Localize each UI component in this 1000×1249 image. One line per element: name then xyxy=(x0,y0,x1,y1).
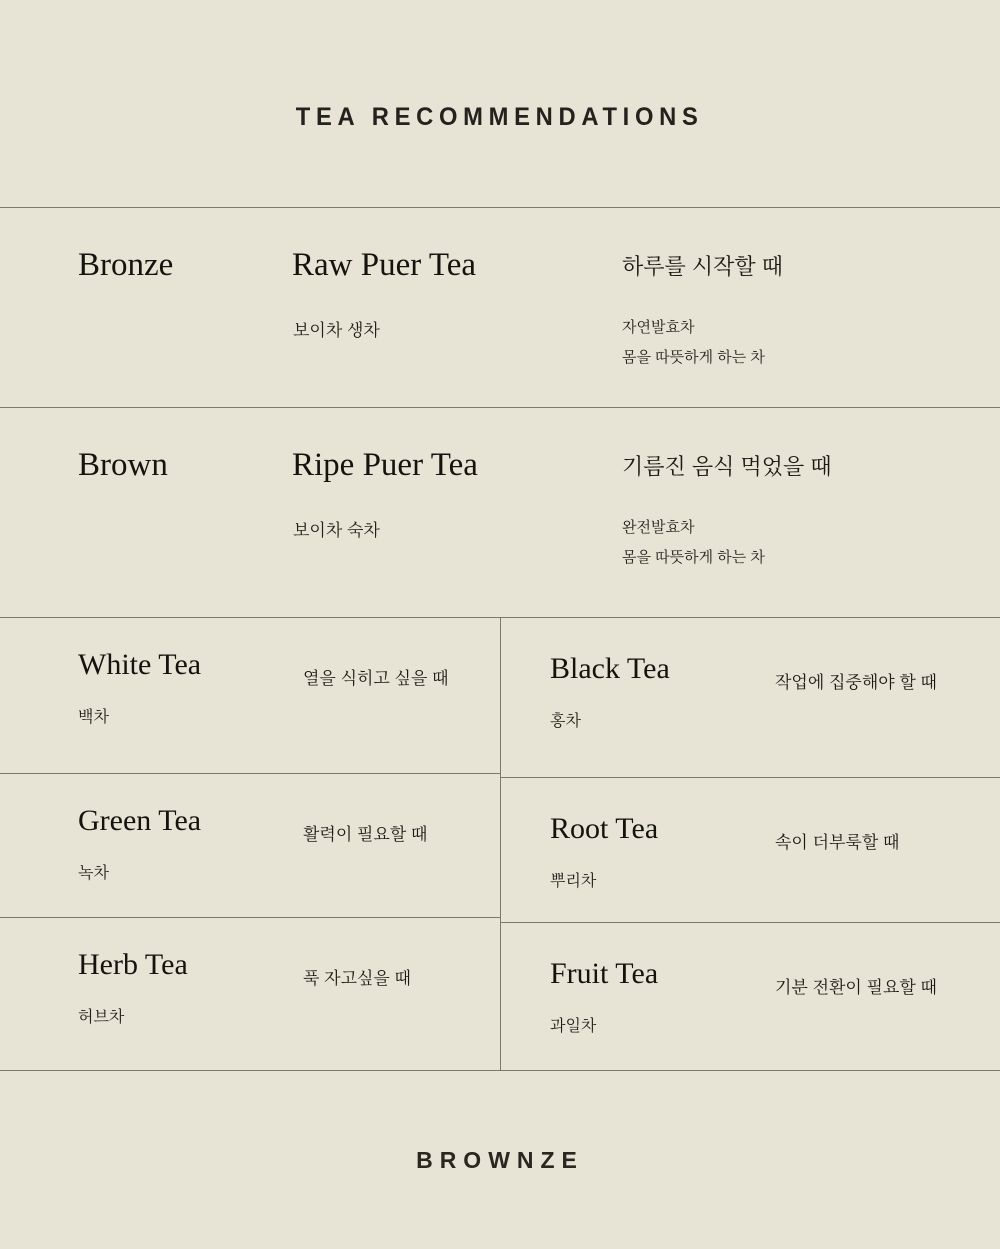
tea-name: Green Tea xyxy=(78,804,202,837)
tea-when: 활력이 필요할 때 xyxy=(303,825,428,844)
featured-row-bronze xyxy=(0,208,1000,408)
tea-card-white-tea xyxy=(0,618,500,774)
tea-name: Raw Puer Tea xyxy=(292,247,477,283)
tea-when: 푹 자고싶을 때 xyxy=(303,969,411,988)
featured-row-brown xyxy=(0,408,1000,618)
tea-name-kr: 녹차 xyxy=(78,865,109,882)
tea-name: Herb Tea xyxy=(78,948,188,981)
tea-name-kr: 홍차 xyxy=(550,713,581,730)
tea-name: White Tea xyxy=(78,648,202,681)
tea-when: 속이 더부룩할 때 xyxy=(775,833,900,852)
tea-name: Ripe Puer Tea xyxy=(292,447,478,483)
tea-grid xyxy=(0,618,1000,1071)
tea-grid-right-column xyxy=(500,618,1000,1070)
tea-name-kr: 보이차 생차 xyxy=(293,321,380,340)
tea-name-kr: 과일차 xyxy=(550,1018,597,1035)
tier-name: Bronze xyxy=(78,247,174,283)
page-title: TEA RECOMMENDATIONS xyxy=(296,103,704,131)
tier-name: Brown xyxy=(78,447,168,483)
tea-grid-left-column xyxy=(0,618,500,1070)
tea-name: Root Tea xyxy=(550,812,659,845)
tea-notes xyxy=(622,313,765,373)
tea-name: Fruit Tea xyxy=(550,957,659,990)
tea-card-root-tea xyxy=(501,778,1000,923)
tea-when: 하루를 시작할 때 xyxy=(622,254,783,279)
tea-card-fruit-tea xyxy=(501,923,1000,1070)
tea-when: 기분 전환이 필요할 때 xyxy=(775,978,937,997)
tea-note-line: 몸을 따뜻하게 하는 차 xyxy=(622,549,765,566)
brand-logo-text: BROWNZE xyxy=(416,1147,584,1173)
tea-note-line: 자연발효차 xyxy=(622,319,695,336)
footer xyxy=(0,1071,1000,1249)
tea-note-line: 몸을 따뜻하게 하는 차 xyxy=(622,349,765,366)
tea-when: 열을 식히고 싶을 때 xyxy=(303,669,449,688)
tea-notes xyxy=(622,513,765,573)
tea-name-kr: 뿌리차 xyxy=(550,873,597,890)
header xyxy=(0,0,1000,208)
tea-note-line: 완전발효차 xyxy=(622,519,695,536)
tea-name: Black Tea xyxy=(550,652,670,685)
tea-card-black-tea xyxy=(501,618,1000,778)
tea-name-kr: 백차 xyxy=(78,709,109,726)
tea-when: 작업에 집중해야 할 때 xyxy=(775,673,937,692)
tea-when: 기름진 음식 먹었을 때 xyxy=(622,454,832,479)
tea-card-herb-tea xyxy=(0,918,500,1070)
tea-card-green-tea xyxy=(0,774,500,918)
tea-name-kr: 보이차 숙차 xyxy=(293,521,380,540)
tea-name-kr: 허브차 xyxy=(78,1009,125,1026)
